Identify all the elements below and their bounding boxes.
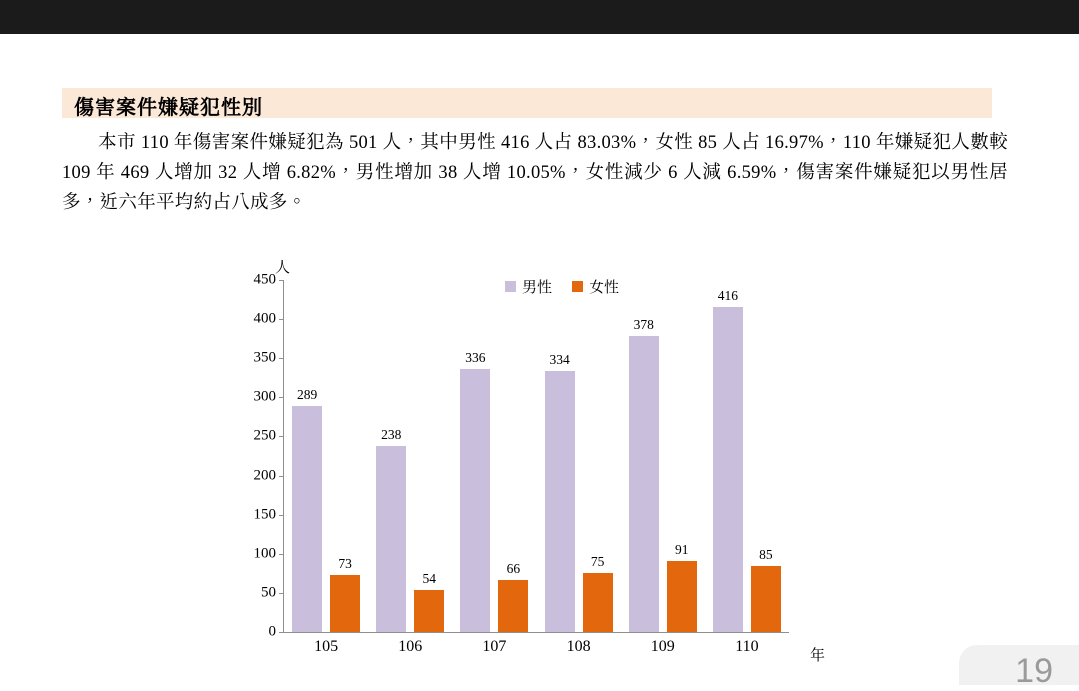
y-axis-tick-label: 400 <box>253 310 276 327</box>
bar-value-label: 336 <box>465 350 486 366</box>
bar-female-106 <box>414 590 444 632</box>
x-axis-tick-label: 110 <box>735 638 759 655</box>
bar-male-106 <box>376 446 406 632</box>
y-axis-tick-label: 250 <box>253 427 276 444</box>
bar-chart <box>225 258 845 678</box>
top-dark-band-inner <box>0 0 1079 34</box>
y-axis-tick-mark <box>279 436 284 437</box>
section-title-bar <box>62 88 992 118</box>
paragraph-text: 本市 110 年傷害案件嫌疑犯為 501 人，其中男性 416 人占 83.03%，女性 85 人占 16.97%，110 年嫌疑犯人數較 109 年 469 人增加 32 人增 6.82%，男性增加 38 人增 10.05%，女性減少 6 人減 6.59%，傷害案件嫌疑犯以男性居多，近六年平均約占八成多。 <box>62 133 1008 213</box>
y-axis-tick-label: 100 <box>253 545 276 562</box>
bar-value-label: 334 <box>549 351 570 367</box>
y-axis-tick-mark <box>279 593 284 594</box>
x-axis-tick-label: 106 <box>398 638 423 655</box>
x-axis-tick-label: 109 <box>650 638 675 655</box>
bar-male-110 <box>713 307 743 632</box>
bar-male-108 <box>545 371 575 632</box>
bar-value-label: 416 <box>717 287 739 303</box>
body-paragraph <box>62 128 1008 218</box>
y-axis-tick-mark <box>279 632 284 633</box>
y-axis-tick-mark <box>279 554 284 555</box>
y-axis-tick-mark <box>279 280 284 281</box>
legend-label-female: 女性 <box>589 280 620 296</box>
section-title: 傷害案件嫌疑犯性別 <box>74 95 263 119</box>
bar-female-108 <box>583 573 613 632</box>
y-axis-tick-label: 350 <box>253 349 276 366</box>
chart-plot-area <box>253 271 789 655</box>
bar-value-label: 91 <box>675 541 689 557</box>
y-axis-tick-label: 150 <box>253 506 276 523</box>
bar-value-label: 73 <box>338 555 352 571</box>
bar-value-label: 54 <box>422 570 436 586</box>
x-axis-tick-label: 108 <box>566 638 591 655</box>
bar-female-110 <box>751 566 781 632</box>
bar-female-107 <box>498 580 528 632</box>
y-axis-tick-label: 50 <box>261 584 276 601</box>
legend-label-male: 男性 <box>522 280 553 296</box>
bar-value-label: 85 <box>759 546 773 562</box>
y-axis-tick-mark <box>279 319 284 320</box>
bar-value-label: 289 <box>296 386 318 402</box>
y-axis-tick-label: 200 <box>253 467 276 484</box>
x-axis-tick-label: 105 <box>314 638 339 655</box>
bar-value-label: 66 <box>506 561 521 577</box>
y-axis-tick-mark <box>279 397 284 398</box>
y-axis-tick-label: 450 <box>253 271 276 288</box>
y-axis-tick-mark <box>279 358 284 359</box>
y-axis-tick-label: 300 <box>253 388 276 405</box>
x-axis-tick-label: 107 <box>482 638 507 655</box>
bar-male-107 <box>460 369 490 632</box>
y-axis-unit-label: 人 <box>275 260 291 276</box>
bar-male-109 <box>629 336 659 632</box>
x-axis-unit-label: 年 <box>810 648 826 664</box>
page-number: 19 <box>1015 652 1053 690</box>
top-dark-band <box>0 0 1079 34</box>
bar-female-109 <box>667 561 697 632</box>
y-axis-tick-mark <box>279 476 284 477</box>
y-axis-tick-mark <box>279 515 284 516</box>
y-axis-tick-label: 0 <box>268 623 276 640</box>
bar-female-105 <box>330 575 360 632</box>
bar-value-label: 75 <box>590 554 605 570</box>
bar-male-105 <box>292 406 322 632</box>
bar-value-label: 378 <box>633 317 654 333</box>
bar-value-label: 238 <box>381 426 402 442</box>
